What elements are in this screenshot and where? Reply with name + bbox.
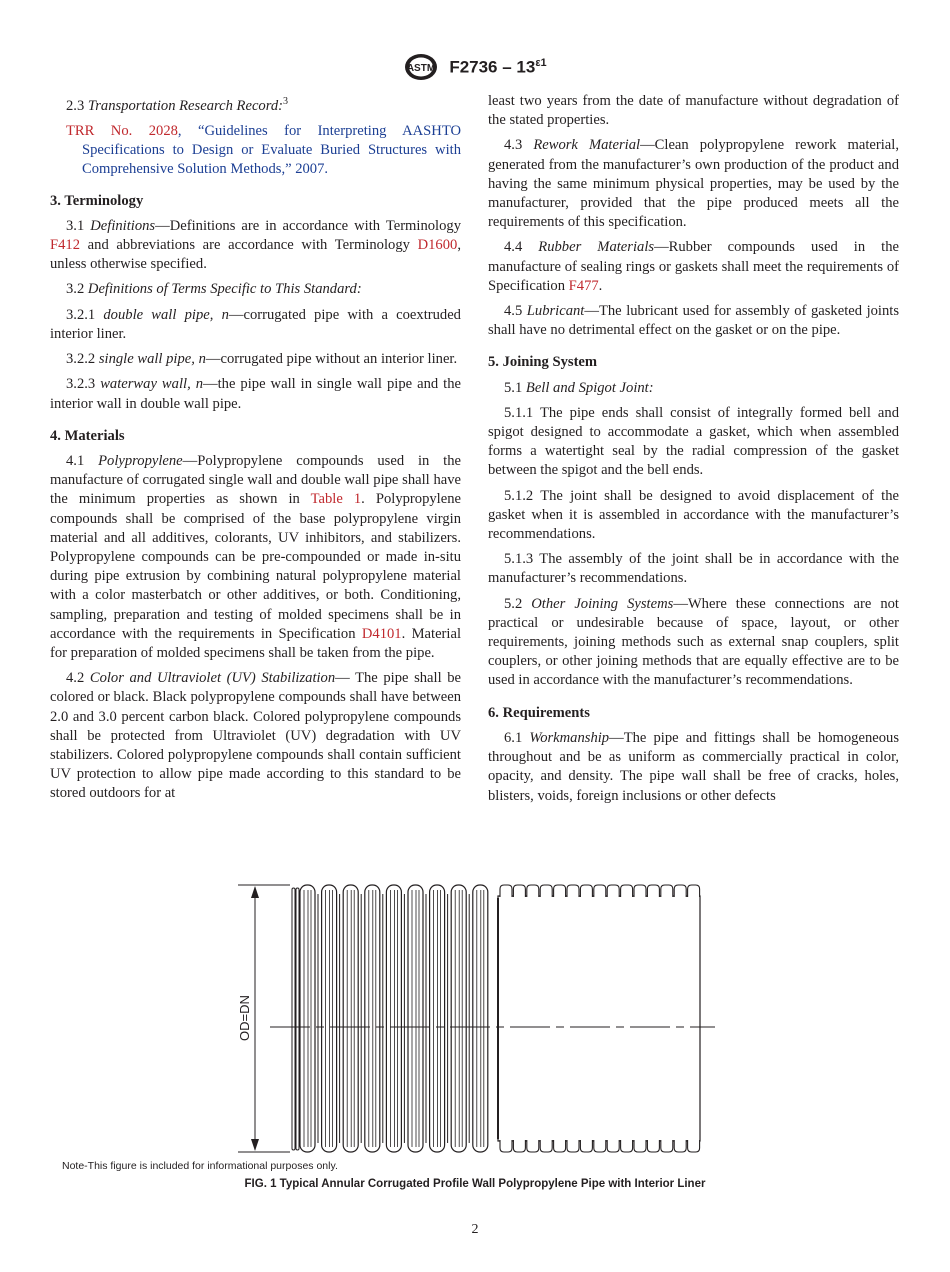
link-d1600[interactable]: D1600 [417, 237, 458, 254]
liner-crest [621, 885, 633, 897]
end-ring [292, 888, 295, 1150]
para-3-2-1: 3.2.1 double wall pipe, n—corrugated pipe with a coextruded interior liner. [50, 306, 461, 342]
liner-crest [527, 1140, 539, 1152]
para-4-1: 4.1 Polypropylene—Polypropylene compounds used in the manufacture of corrugated single wall and double wall pipe shall have the minimum properties as shown in Table 1. Polypropylene compounds shall be comprised of the base polypropylene virgin material and all additives, colorants, UV inhibitors, and stabilizers. Polypropylene compounds can be pre-compounded or made in-situ during pipe extrusion by combining natural polypropylene material with a color masterbatch or other additives, or both. Conditioning, sampling, preparation and testing of molded specimens shall be in accordance with the requirements in Specification D4101. Material for preparation of molded specimens shall be taken from the pipe. [50, 452, 461, 661]
liner-crest [634, 885, 646, 897]
liner-crest [594, 1140, 606, 1152]
dimension-label: OD=DN [237, 995, 252, 1041]
link-f412[interactable]: F412 [50, 237, 81, 254]
figure-caption: FIG. 1 Typical Annular Corrugated Profile Wall Polypropylene Pipe with Interior Liner [244, 1178, 706, 1190]
figure-note: Note-This figure is included for informational purposes only. [62, 1160, 338, 1172]
section-2-3: 2.3 Transportation Research Record:$^3$ [66, 96, 289, 114]
liner-crest [621, 1140, 633, 1152]
corrugation-rib [451, 885, 466, 1152]
liner-crest [580, 885, 592, 897]
liner-crest [647, 885, 659, 897]
link-table-1[interactable]: Table 1 [310, 491, 362, 508]
liner-crest [647, 1140, 659, 1152]
corrugation-rib [300, 885, 315, 1152]
page-number: 2 [471, 1222, 479, 1237]
heading-materials: 4. Materials [50, 427, 125, 444]
para-4-4: 4.4 Rubber Materials—Rubber compounds used in the manufacture of sealing rings or gaskets shall meet the requirements of Specification F477. [488, 239, 899, 294]
pipe-drawing [230, 876, 720, 1161]
liner-crest [513, 1140, 525, 1152]
para-4-5: 4.5 Lubricant—The lubricant used for assembly of gasketed joints shall have no detrimental effect on the gasket or on the pipe. [488, 303, 900, 339]
liner-crest [661, 885, 673, 897]
end-ring [296, 888, 299, 1150]
liner-crest [567, 885, 579, 897]
liner-crest [500, 1140, 512, 1152]
liner-crest [567, 1140, 579, 1152]
para-3-1: 3.1 Definitions—Definitions are in accordance with Terminology F412 and abbreviations are accordance with Terminology D1600, unless otherwise specified. [50, 217, 461, 273]
liner-pipe-body [498, 896, 700, 1141]
para-3-2-3: 3.2.3 waterway wall, n—the pipe wall in single wall pipe and the interior wall in double wall pipe. [50, 376, 461, 412]
liner-crest [540, 1140, 552, 1152]
para-4-3: 4.3 Rework Material—Clean polypropylene rework material, generated from the manufacturer’s own production of the product and having the same minimum physical properties, may be used by the manufacturer, provided that the pipe produced meets all the requirements of this specification. [488, 137, 899, 231]
liner-crest [661, 1140, 673, 1152]
para-3-2: 3.2 Definitions of Terms Specific to This Standard: [66, 281, 362, 298]
para-5-1-2: 5.1.2 The joint shall be designed to avoid displacement of the gasket when it is assembled in accordance with the manufacturer’s recommendations. [488, 487, 899, 543]
corrugation-rib [430, 885, 445, 1152]
corrugation-rib [473, 885, 488, 1152]
para-5-1: 5.1 Bell and Spigot Joint: [504, 379, 654, 396]
corrugation-rib [408, 885, 423, 1152]
pipe-figure [230, 876, 720, 1161]
liner-crest [540, 885, 552, 897]
heading-joining-system: 5. Joining System [488, 354, 598, 371]
astm-logo-icon [403, 52, 439, 82]
trr-link[interactable]: TRR No. 2028 [66, 123, 178, 140]
link-d4101[interactable]: D4101 [361, 625, 402, 642]
para-4-2-continued: least two years from the date of manufacture without degradation of the stated properties. [488, 93, 899, 129]
liner-crest [527, 885, 539, 897]
liner-crest [607, 1140, 619, 1152]
liner-crest [634, 1140, 646, 1152]
corrugation-rib [322, 885, 337, 1152]
page-header [0, 52, 950, 82]
logo-text: ASTM [407, 63, 436, 74]
liner-crest [580, 1140, 592, 1152]
para-4-2: 4.2 Color and Ultraviolet (UV) Stabilization— The pipe shall be colored or black. Black polypropylene compounds shall have between 2.0 and 3.0 percent carbon black. Colored polypropylene compounds shall be protected from Ultraviolet (UV) degradation with UV stabilizers. Colored polypropylene compounds shall contain sufficient UV protection to allow pipe made according to this standard to be stored outdoors for at [50, 670, 461, 802]
para-5-2: 5.2 Other Joining Systems—Where these connections are not practical or undesirable because of space, layout, or other requirements, joining methods such as external snap couplers, split couplers, or other joining methods that are equally effective are to be used in accordance with the manufacturer’s recommendations. [488, 595, 899, 689]
corrugated-section [292, 885, 488, 1152]
liner-crest [594, 885, 606, 897]
liner-crest [688, 1140, 700, 1152]
liner-crest [607, 885, 619, 897]
corrugation-rib [343, 885, 358, 1152]
liner-crest [688, 885, 700, 897]
liner-crest [674, 1140, 686, 1152]
dim-arrow-bottom [251, 1139, 259, 1151]
liner-crest [554, 885, 566, 897]
left-column [50, 92, 461, 810]
para-6-1: 6.1 Workmanship—The pipe and fittings shall be homogeneous throughout and be as uniform as commercially practical in color, opacity, and density. The pipe wall shall be free of cracks, holes, blisters, voids, foreign inclusions or other defects [488, 729, 900, 804]
liner-crest [674, 885, 686, 897]
para-5-1-3: 5.1.3 The assembly of the joint shall be in accordance with the manufacturer’s recommendations. [488, 551, 899, 587]
link-f477[interactable]: F477 [568, 277, 599, 294]
corrugation-rib [386, 885, 401, 1152]
liner-crest [513, 885, 525, 897]
right-column [488, 92, 899, 812]
standard-designation: $F2736 - 13^{\varepsilon 1}$ [449, 56, 547, 77]
corrugation-crests-bottom [500, 1140, 700, 1152]
para-3-2-2: 3.2.2 single wall pipe, n—corrugated pipe without an interior liner. [66, 351, 458, 368]
dim-arrow-top [251, 886, 259, 898]
para-5-1-1: 5.1.1 The pipe ends shall consist of integrally formed bell and spigot designed to accommodate a gasket, which when assembled forms a watertight seal by the radial compression of the gasket between the spigot and the bell ends. [488, 404, 899, 479]
heading-requirements: 6. Requirements [488, 704, 590, 721]
liner-crest [500, 885, 512, 897]
liner-crest [554, 1140, 566, 1152]
corrugation-rib [365, 885, 380, 1152]
heading-terminology: 3. Terminology [50, 192, 144, 209]
corrugation-crests-top [500, 885, 700, 897]
trr-reference: TRR No. 2028, “Guidelines for Interpreting AASHTO Specifications to Design or Evaluate Buried Structures with Comprehensive Solution Methods,” 2007. [66, 123, 462, 178]
